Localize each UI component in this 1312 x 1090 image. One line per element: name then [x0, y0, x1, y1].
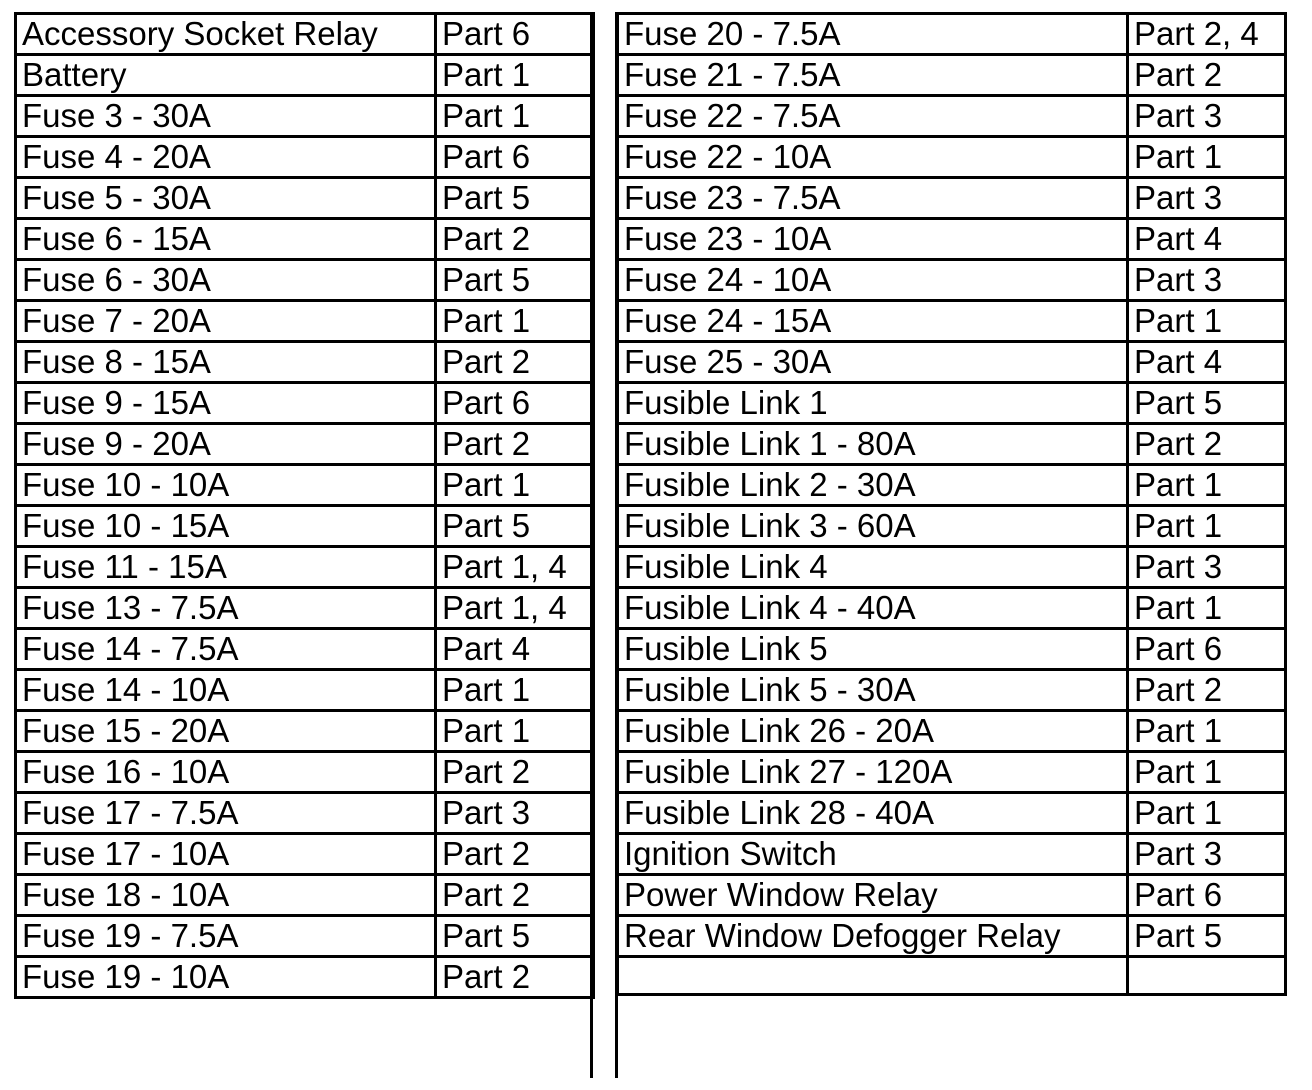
component-cell: Fuse 9 - 20A — [16, 424, 436, 465]
component-cell: Ignition Switch — [618, 834, 1128, 875]
table-row — [16, 629, 594, 670]
component-cell: Rear Window Defogger Relay — [618, 916, 1128, 957]
table-row — [618, 219, 1286, 260]
table-row — [16, 465, 594, 506]
part-cell: Part 2 — [436, 834, 594, 875]
part-cell: Part 1 — [1128, 711, 1286, 752]
part-cell: Part 3 — [1128, 96, 1286, 137]
right-index-table-body — [618, 14, 1286, 995]
component-cell: Fuse 19 - 10A — [16, 957, 436, 998]
part-cell: Part 2 — [1128, 424, 1286, 465]
component-cell: Fusible Link 5 - 30A — [618, 670, 1128, 711]
part-cell: Part 1 — [1128, 137, 1286, 178]
component-cell: Fuse 24 - 15A — [618, 301, 1128, 342]
part-cell: Part 1 — [436, 96, 594, 137]
part-cell: Part 2, 4 — [1128, 14, 1286, 55]
part-cell: Part 6 — [1128, 629, 1286, 670]
component-cell: Fuse 21 - 7.5A — [618, 55, 1128, 96]
part-cell: Part 5 — [436, 506, 594, 547]
table-row — [16, 137, 594, 178]
component-cell: Fusible Link 26 - 20A — [618, 711, 1128, 752]
component-cell: Fuse 19 - 7.5A — [16, 916, 436, 957]
part-cell: Part 2 — [436, 752, 594, 793]
table-row — [16, 96, 594, 137]
component-cell: Fusible Link 3 - 60A — [618, 506, 1128, 547]
table-row — [16, 875, 594, 916]
table-row — [618, 178, 1286, 219]
part-cell: Part 1 — [436, 301, 594, 342]
part-cell: Part 1, 4 — [436, 547, 594, 588]
part-cell: Part 1 — [1128, 465, 1286, 506]
table-row — [618, 137, 1286, 178]
part-cell: Part 1 — [1128, 301, 1286, 342]
table-row — [618, 55, 1286, 96]
left-index-table-body — [16, 14, 594, 998]
table-row — [16, 178, 594, 219]
table-row — [618, 547, 1286, 588]
part-cell: Part 1 — [436, 711, 594, 752]
part-cell: Part 6 — [436, 383, 594, 424]
part-cell: Part 2 — [1128, 670, 1286, 711]
table-row — [618, 711, 1286, 752]
part-cell: Part 1 — [1128, 793, 1286, 834]
table-row — [618, 301, 1286, 342]
table-row — [16, 342, 594, 383]
part-cell: Part 2 — [1128, 55, 1286, 96]
component-cell: Fuse 8 - 15A — [16, 342, 436, 383]
column-divider — [590, 12, 618, 1078]
component-cell: Fuse 24 - 10A — [618, 260, 1128, 301]
table-row — [618, 793, 1286, 834]
table-row — [618, 629, 1286, 670]
component-cell: Fusible Link 27 - 120A — [618, 752, 1128, 793]
table-row — [16, 670, 594, 711]
component-cell: Fuse 17 - 10A — [16, 834, 436, 875]
table-row — [16, 506, 594, 547]
table-row — [618, 875, 1286, 916]
table-row — [16, 957, 594, 998]
component-cell: Fuse 5 - 30A — [16, 178, 436, 219]
table-row — [618, 752, 1286, 793]
component-cell: Fuse 20 - 7.5A — [618, 14, 1128, 55]
part-cell: Part 1 — [1128, 506, 1286, 547]
component-cell: Fuse 15 - 20A — [16, 711, 436, 752]
table-row — [16, 301, 594, 342]
part-cell: Part 4 — [436, 629, 594, 670]
component-cell: Fuse 10 - 10A — [16, 465, 436, 506]
component-cell: Fuse 17 - 7.5A — [16, 793, 436, 834]
component-cell: Fuse 18 - 10A — [16, 875, 436, 916]
table-row — [618, 424, 1286, 465]
table-row — [618, 506, 1286, 547]
part-cell: Part 2 — [436, 424, 594, 465]
table-row — [16, 260, 594, 301]
component-cell: Fusible Link 1 - 80A — [618, 424, 1128, 465]
component-cell: Fuse 25 - 30A — [618, 342, 1128, 383]
part-cell: Part 1 — [436, 55, 594, 96]
table-row — [16, 711, 594, 752]
table-row — [618, 670, 1286, 711]
table-row — [16, 55, 594, 96]
table-row — [16, 834, 594, 875]
component-cell: Battery — [16, 55, 436, 96]
table-row — [16, 793, 594, 834]
part-cell: Part 5 — [1128, 383, 1286, 424]
part-cell: Part 5 — [436, 178, 594, 219]
component-cell: Fusible Link 28 - 40A — [618, 793, 1128, 834]
table-row — [618, 465, 1286, 506]
table-row — [16, 424, 594, 465]
part-cell: Part 3 — [1128, 178, 1286, 219]
component-cell: Fuse 14 - 10A — [16, 670, 436, 711]
table-row — [618, 96, 1286, 137]
table-row — [618, 588, 1286, 629]
component-cell: Fuse 10 - 15A — [16, 506, 436, 547]
part-cell: Part 3 — [1128, 547, 1286, 588]
table-row — [618, 260, 1286, 301]
part-cell: Part 1, 4 — [436, 588, 594, 629]
part-cell: Part 5 — [1128, 916, 1286, 957]
component-cell: Fusible Link 5 — [618, 629, 1128, 670]
part-cell: Part 2 — [436, 219, 594, 260]
component-cell: Accessory Socket Relay — [16, 14, 436, 55]
table-row — [16, 588, 594, 629]
table-row — [618, 383, 1286, 424]
component-cell: Fuse 11 - 15A — [16, 547, 436, 588]
part-cell — [1128, 957, 1286, 995]
table-row — [16, 383, 594, 424]
component-cell: Fuse 22 - 7.5A — [618, 96, 1128, 137]
component-cell: Fuse 13 - 7.5A — [16, 588, 436, 629]
part-cell: Part 4 — [1128, 342, 1286, 383]
part-cell: Part 5 — [436, 260, 594, 301]
part-cell: Part 5 — [436, 916, 594, 957]
part-cell: Part 1 — [1128, 588, 1286, 629]
component-cell: Fuse 9 - 15A — [16, 383, 436, 424]
part-cell: Part 1 — [436, 670, 594, 711]
table-row — [618, 14, 1286, 55]
table-row — [16, 547, 594, 588]
table-row — [618, 916, 1286, 957]
component-cell: Fuse 7 - 20A — [16, 301, 436, 342]
component-cell: Power Window Relay — [618, 875, 1128, 916]
left-index-table — [14, 12, 595, 999]
component-cell: Fusible Link 1 — [618, 383, 1128, 424]
part-cell: Part 2 — [436, 957, 594, 998]
component-cell: Fuse 16 - 10A — [16, 752, 436, 793]
part-cell: Part 6 — [436, 137, 594, 178]
component-cell: Fuse 14 - 7.5A — [16, 629, 436, 670]
component-cell: Fuse 4 - 20A — [16, 137, 436, 178]
table-row — [618, 342, 1286, 383]
table-row — [16, 14, 594, 55]
part-cell: Part 2 — [436, 875, 594, 916]
component-cell: Fuse 3 - 30A — [16, 96, 436, 137]
table-row — [16, 219, 594, 260]
part-cell: Part 2 — [436, 342, 594, 383]
part-cell: Part 6 — [436, 14, 594, 55]
component-cell: Fusible Link 4 - 40A — [618, 588, 1128, 629]
table-row — [618, 834, 1286, 875]
component-cell: Fuse 6 - 30A — [16, 260, 436, 301]
component-cell: Fuse 22 - 10A — [618, 137, 1128, 178]
component-cell: Fuse 6 - 15A — [16, 219, 436, 260]
component-cell: Fusible Link 4 — [618, 547, 1128, 588]
component-cell: Fusible Link 2 - 30A — [618, 465, 1128, 506]
table-row — [16, 916, 594, 957]
right-index-table — [616, 12, 1287, 996]
part-cell: Part 1 — [436, 465, 594, 506]
component-cell: Fuse 23 - 7.5A — [618, 178, 1128, 219]
table-row — [16, 752, 594, 793]
part-cell: Part 3 — [436, 793, 594, 834]
table-row — [618, 957, 1286, 995]
part-cell: Part 3 — [1128, 260, 1286, 301]
part-cell: Part 4 — [1128, 219, 1286, 260]
part-cell: Part 3 — [1128, 834, 1286, 875]
part-cell: Part 6 — [1128, 875, 1286, 916]
component-cell: Fuse 23 - 10A — [618, 219, 1128, 260]
component-cell — [618, 957, 1128, 995]
part-cell: Part 1 — [1128, 752, 1286, 793]
